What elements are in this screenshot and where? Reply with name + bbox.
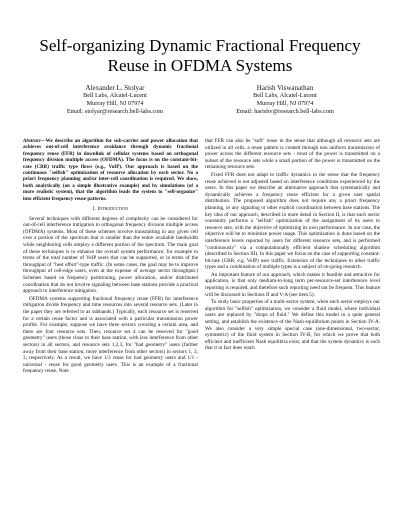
author-2 bbox=[200, 84, 370, 116]
abstract bbox=[23, 138, 198, 202]
author-email: Email: harishv@research.bell-labs.com bbox=[236, 108, 334, 115]
author-address: Murray Hill, NJ 07974 bbox=[256, 100, 314, 107]
paragraph: An important feature of our approach, which makes it feasible and attractive for application, is that only medium-to-long term per-resource-set interference level reporting is required, and therefore such reporting need not be frequent. This feature will be discussed in Sections II and V-A (see item 5). bbox=[205, 271, 380, 298]
author-name: Alexander L. Stolyar bbox=[85, 84, 145, 92]
paper-title: Self-organizing Dynamic Fractional Frequency Reuse in OFDMA Systems bbox=[39, 36, 361, 75]
section-heading: I. Introduction bbox=[92, 206, 129, 213]
author-email: Email: stolyar@research.bell-labs.com bbox=[66, 108, 164, 115]
author-affiliation: Bell Labs, Alcatel-Lucent bbox=[83, 92, 147, 99]
author-name: Harish Viswanathan bbox=[256, 84, 314, 92]
paragraph: Fixed FFR does not adapt to traffic dynamics in the sense that the frequency reuse achieved is not adjusted based on interference conditions experienced by the users. In this paper we describe an alternative approach that systematically and dynamically achieves a frequency reuse efficient for a given user spatial distribution. The proposed algorithm does not require any a priori frequency planning, or any signaling or other explicit coordination between base stations. The key idea of our approach, described in more detail in Section II, is that each sector constantly performs a "selfish" optimization of the assignment of its users to resource sets, with the objective of optimizing its own performance. In our case, the objective will be to minimize power usage. This optimization is done based on the interference levels reported by users for different resource sets, and is performed "continuously" via a computationally efficient shadow scheduling algorithm (described in Section III). In this paper we focus on the case of supporting constant-bit-rate (CBR, e.g. VoIP) user traffic. Extension of the techniques to other traffic types and a combination of multiple types is a subject of on-going research. bbox=[205, 171, 380, 271]
author-1 bbox=[30, 84, 200, 116]
paragraph: OFDMA systems supporting fractional frequency reuse (FFR) for interference mitigation divide frequency and time resources into several resource sets. (Later in the paper they are referred to as subbands.) Typically, each resource set is reserved for a certain reuse factor and is associated with a particular transmission power profile. For example, suppose we have three sectors covering a certain area, and there are four resource sets. Then, resource set 4 can be reserved for "good geometry" users (those close to their base station, with less interference from other sectors) in all sectors, and resource sets 1,2,3, for "bad geometry" users (further away from their base station, more interference from other sectors) in sectors 1, 2, 3, respectively. As a result, we have 1/3 reuse for bad geometry users and 1/1 - universal - reuse for good geometry users. This is an example of a fractional frequency reuse. Note bbox=[23, 295, 198, 375]
author-block bbox=[30, 84, 370, 134]
right-column bbox=[205, 138, 380, 353]
paragraph: Several techniques with different degrees of complexity can be considered for out-of-cell interference mitigation in orthogonal frequency division multiple access (OFDMA) systems. Most of these schemes involve transmitting in any given cell over a portion of the spectrum that is smaller than the entire available bandwidth while neighboring cells employ a different portion of the spectrum. The main goal of these techniques is to enhance the overall system performance, for example in terms of the total number of VoIP users that can be supported, or in terms of the throughput of "best effort"-type traffic. (In some cases, the goal may be to improve throughput of cell-edge users, even at the expense of average sector throughput.) Schemes based on frequency partitioning, power allocation, and/or distributed coordination that do not involve signaling between base stations provide a practical approach to interference mitigation. bbox=[23, 215, 198, 295]
abstract-text: —We describe an algorithm for sub-carrier and power allocation that achieves out-of-cell interference avoidance through dynamic fractional frequency reuse (FFR) in downlink of cellular systems based on orthogonal frequency division multiple access (OFDMA). The focus is on the constant-bit-rate (CBR) traffic type flows (e.g., VoIP). Our approach is based on the continuous "selfish" optimization of resource allocation by each sector. No a priori frequency planning and/or inter-cell coordination is required. We show, both analytically (on a simple illustrative example) and by simulations (of a more realistic system), that the algorithm leads the system to "self-organize" into efficient frequency reuse patterns. bbox=[23, 138, 198, 202]
paragraph: that FFR can also be "soft" reuse in the sense that although all resource sets are utilized in all cells, a reuse pattern is created through non uniform transmission of power across the different resource sets - most of the power is transmitted on a subset of the resource sets while a small portion of the power is transmitted on the remaining resource sets. bbox=[205, 138, 380, 171]
author-affiliation: Bell Labs, Alcatel-Lucent bbox=[253, 92, 317, 99]
author-address: Murray Hill, NJ 07974 bbox=[86, 100, 144, 107]
paragraph: To study basic properties of a multi-sector system, when each sector employs our algorithm for "selfish" optimization, we consider a fluid model, where individual users are replaced by "drops of fluid." We define this model in a quite general setting, and establish the existence of the Nash equilibrium points in Section IV-A. We also consider a very simple special case (one-dimensional, two-sector, symmetric) of the fluid system in Section IV-B, for which we prove that both efficient and inefficient Nash equilibria exist, and that the system dynamics is such that it in fact does reach bbox=[205, 299, 380, 352]
left-column bbox=[23, 138, 198, 376]
abstract-label: Abstract bbox=[23, 138, 41, 144]
